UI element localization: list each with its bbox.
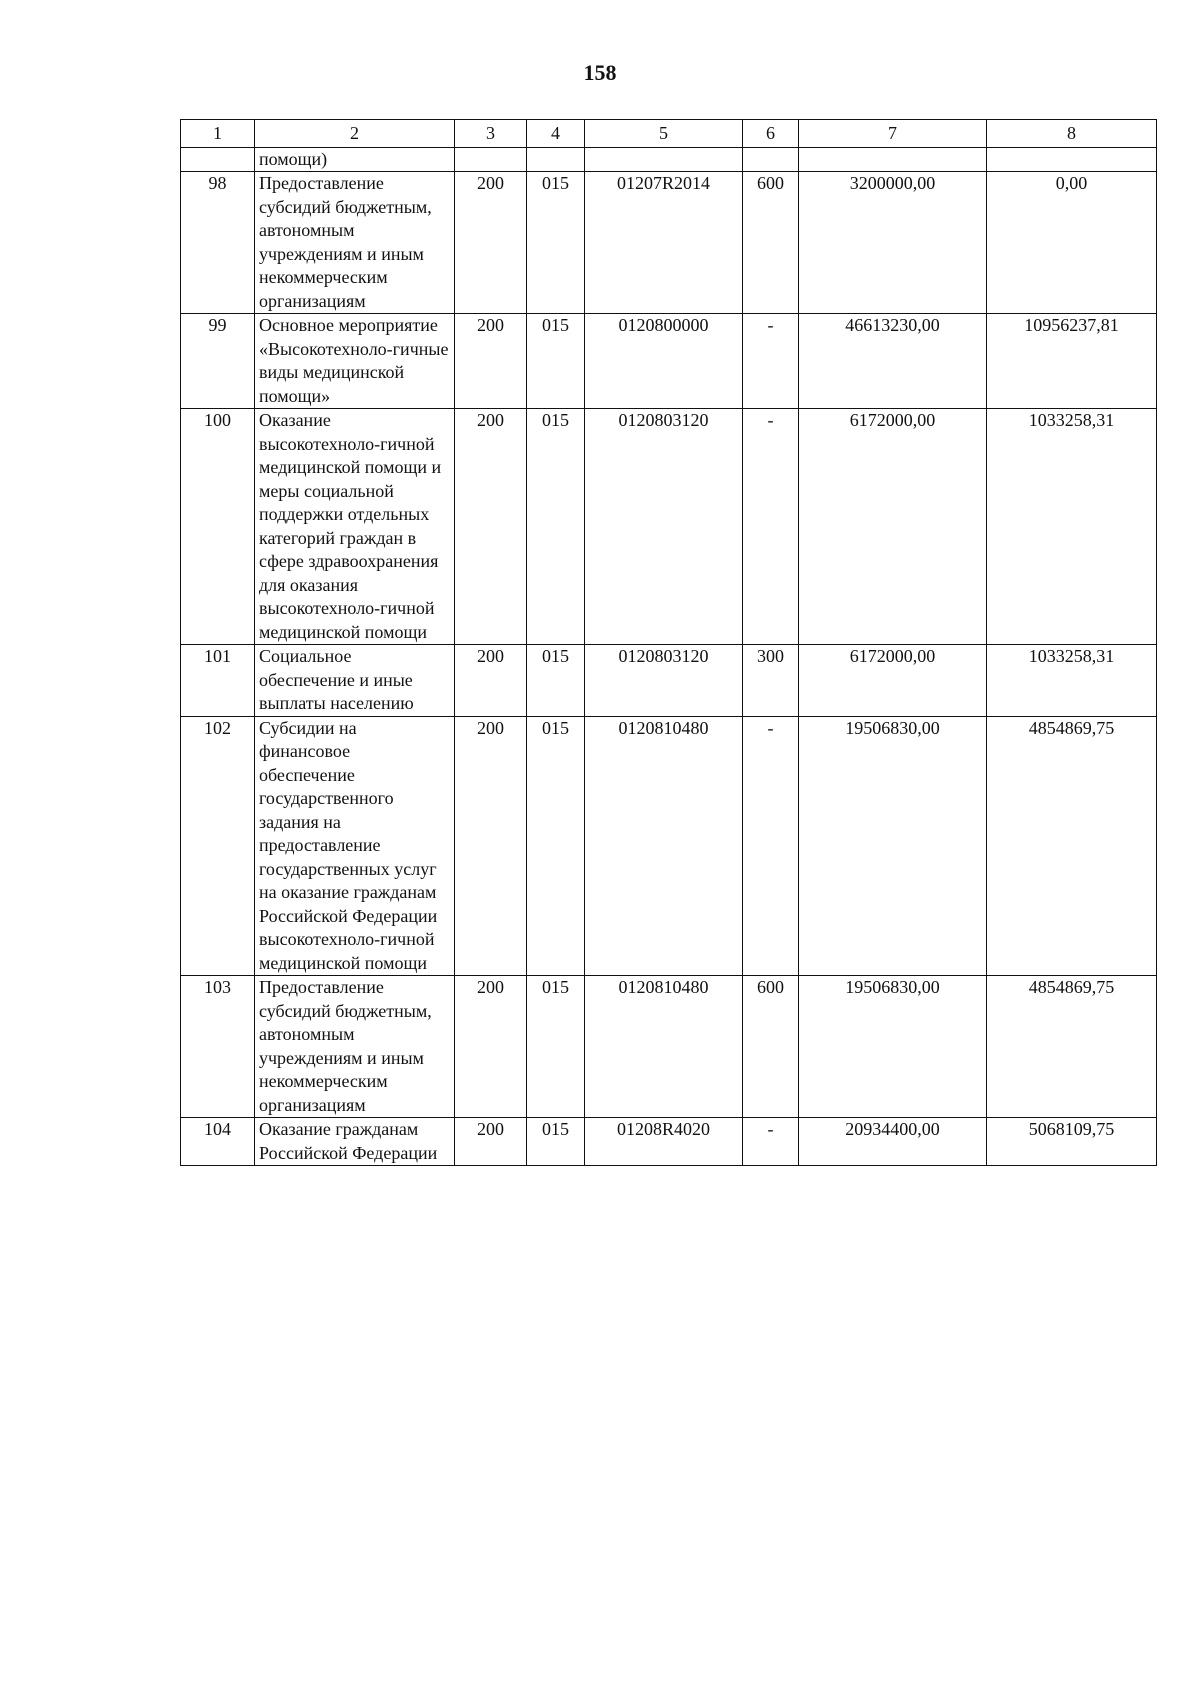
row-name: Оказание высокотехноло-гичной медицинской помощи и меры социальной поддержки отдельных категорий граждан в сфере здравоохранения для оказания высокотехноло-гичной медицинской помощи	[255, 409, 455, 645]
cell-col6: 300	[743, 645, 799, 717]
row-number: 103	[181, 976, 255, 1118]
column-header: 1	[181, 120, 255, 148]
cell-col8: 1033258,31	[987, 645, 1157, 717]
cell-col6: -	[743, 716, 799, 976]
cell-col4: 015	[527, 645, 585, 717]
cell-col7: 6172000,00	[799, 409, 987, 645]
table-row	[181, 716, 1157, 976]
column-header: 5	[585, 120, 743, 148]
row-number: 99	[181, 314, 255, 409]
cell-col6: -	[743, 314, 799, 409]
table-row-continuation	[181, 148, 1157, 172]
cell-col6: 600	[743, 976, 799, 1118]
table-row	[181, 409, 1157, 645]
cell-col6: -	[743, 1118, 799, 1166]
row-number	[181, 148, 255, 172]
table-row	[181, 172, 1157, 314]
row-name: Основное мероприятие «Высокотехноло-гичные виды медицинской помощи»	[255, 314, 455, 409]
cell-col3: 200	[455, 1118, 527, 1166]
cell-col6: -	[743, 409, 799, 645]
cell-col4: 015	[527, 1118, 585, 1166]
cell-col7: 19506830,00	[799, 716, 987, 976]
cell-col3: 200	[455, 314, 527, 409]
cell-col3: 200	[455, 716, 527, 976]
cell-col4: 015	[527, 409, 585, 645]
column-header: 2	[255, 120, 455, 148]
column-header: 6	[743, 120, 799, 148]
row-name: Предоставление субсидий бюджетным, автономным учреждениям и иным некоммерческим организациям	[255, 172, 455, 314]
row-name: помощи)	[255, 148, 455, 172]
cell-col8: 0,00	[987, 172, 1157, 314]
budget-table	[180, 119, 1157, 1166]
cell-col5: 01208R4020	[585, 1118, 743, 1166]
column-header: 4	[527, 120, 585, 148]
cell-col5: 0120810480	[585, 716, 743, 976]
column-header: 7	[799, 120, 987, 148]
row-name: Оказание гражданам Российской Федерации	[255, 1118, 455, 1166]
table-row	[181, 976, 1157, 1118]
cell-col8: 5068109,75	[987, 1118, 1157, 1166]
cell-col8: 1033258,31	[987, 409, 1157, 645]
row-number: 104	[181, 1118, 255, 1166]
cell-col5	[585, 148, 743, 172]
column-header: 8	[987, 120, 1157, 148]
table-row	[181, 1118, 1157, 1166]
row-number: 101	[181, 645, 255, 717]
table-row	[181, 645, 1157, 717]
cell-col4: 015	[527, 172, 585, 314]
cell-col7: 19506830,00	[799, 976, 987, 1118]
cell-col4	[527, 148, 585, 172]
cell-col7: 46613230,00	[799, 314, 987, 409]
cell-col8: 10956237,81	[987, 314, 1157, 409]
cell-col3: 200	[455, 645, 527, 717]
table-row	[181, 314, 1157, 409]
cell-col7: 3200000,00	[799, 172, 987, 314]
cell-col6: 600	[743, 172, 799, 314]
cell-col8: 4854869,75	[987, 976, 1157, 1118]
cell-col4: 015	[527, 716, 585, 976]
cell-col4: 015	[527, 314, 585, 409]
column-header: 3	[455, 120, 527, 148]
cell-col8: 4854869,75	[987, 716, 1157, 976]
cell-col4: 015	[527, 976, 585, 1118]
row-name: Социальное обеспечение и иные выплаты населению	[255, 645, 455, 717]
cell-col5: 0120803120	[585, 409, 743, 645]
row-number: 102	[181, 716, 255, 976]
table-header-row	[181, 120, 1157, 148]
cell-col5: 01207R2014	[585, 172, 743, 314]
cell-col8	[987, 148, 1157, 172]
row-name: Субсидии на финансовое обеспечение государственного задания на предоставление государственных услуг на оказание гражданам Российской Федерации высокотехноло-гичной медицинской помощи	[255, 716, 455, 976]
row-name: Предоставление субсидий бюджетным, автономным учреждениям и иным некоммерческим организациям	[255, 976, 455, 1118]
cell-col3: 200	[455, 409, 527, 645]
cell-col3: 200	[455, 172, 527, 314]
row-number: 100	[181, 409, 255, 645]
cell-col7	[799, 148, 987, 172]
cell-col5: 0120800000	[585, 314, 743, 409]
page-number: 158	[583, 60, 617, 85]
cell-col7: 20934400,00	[799, 1118, 987, 1166]
cell-col6	[743, 148, 799, 172]
cell-col3	[455, 148, 527, 172]
cell-col7: 6172000,00	[799, 645, 987, 717]
cell-col5: 0120803120	[585, 645, 743, 717]
cell-col5: 0120810480	[585, 976, 743, 1118]
cell-col3: 200	[455, 976, 527, 1118]
row-number: 98	[181, 172, 255, 314]
